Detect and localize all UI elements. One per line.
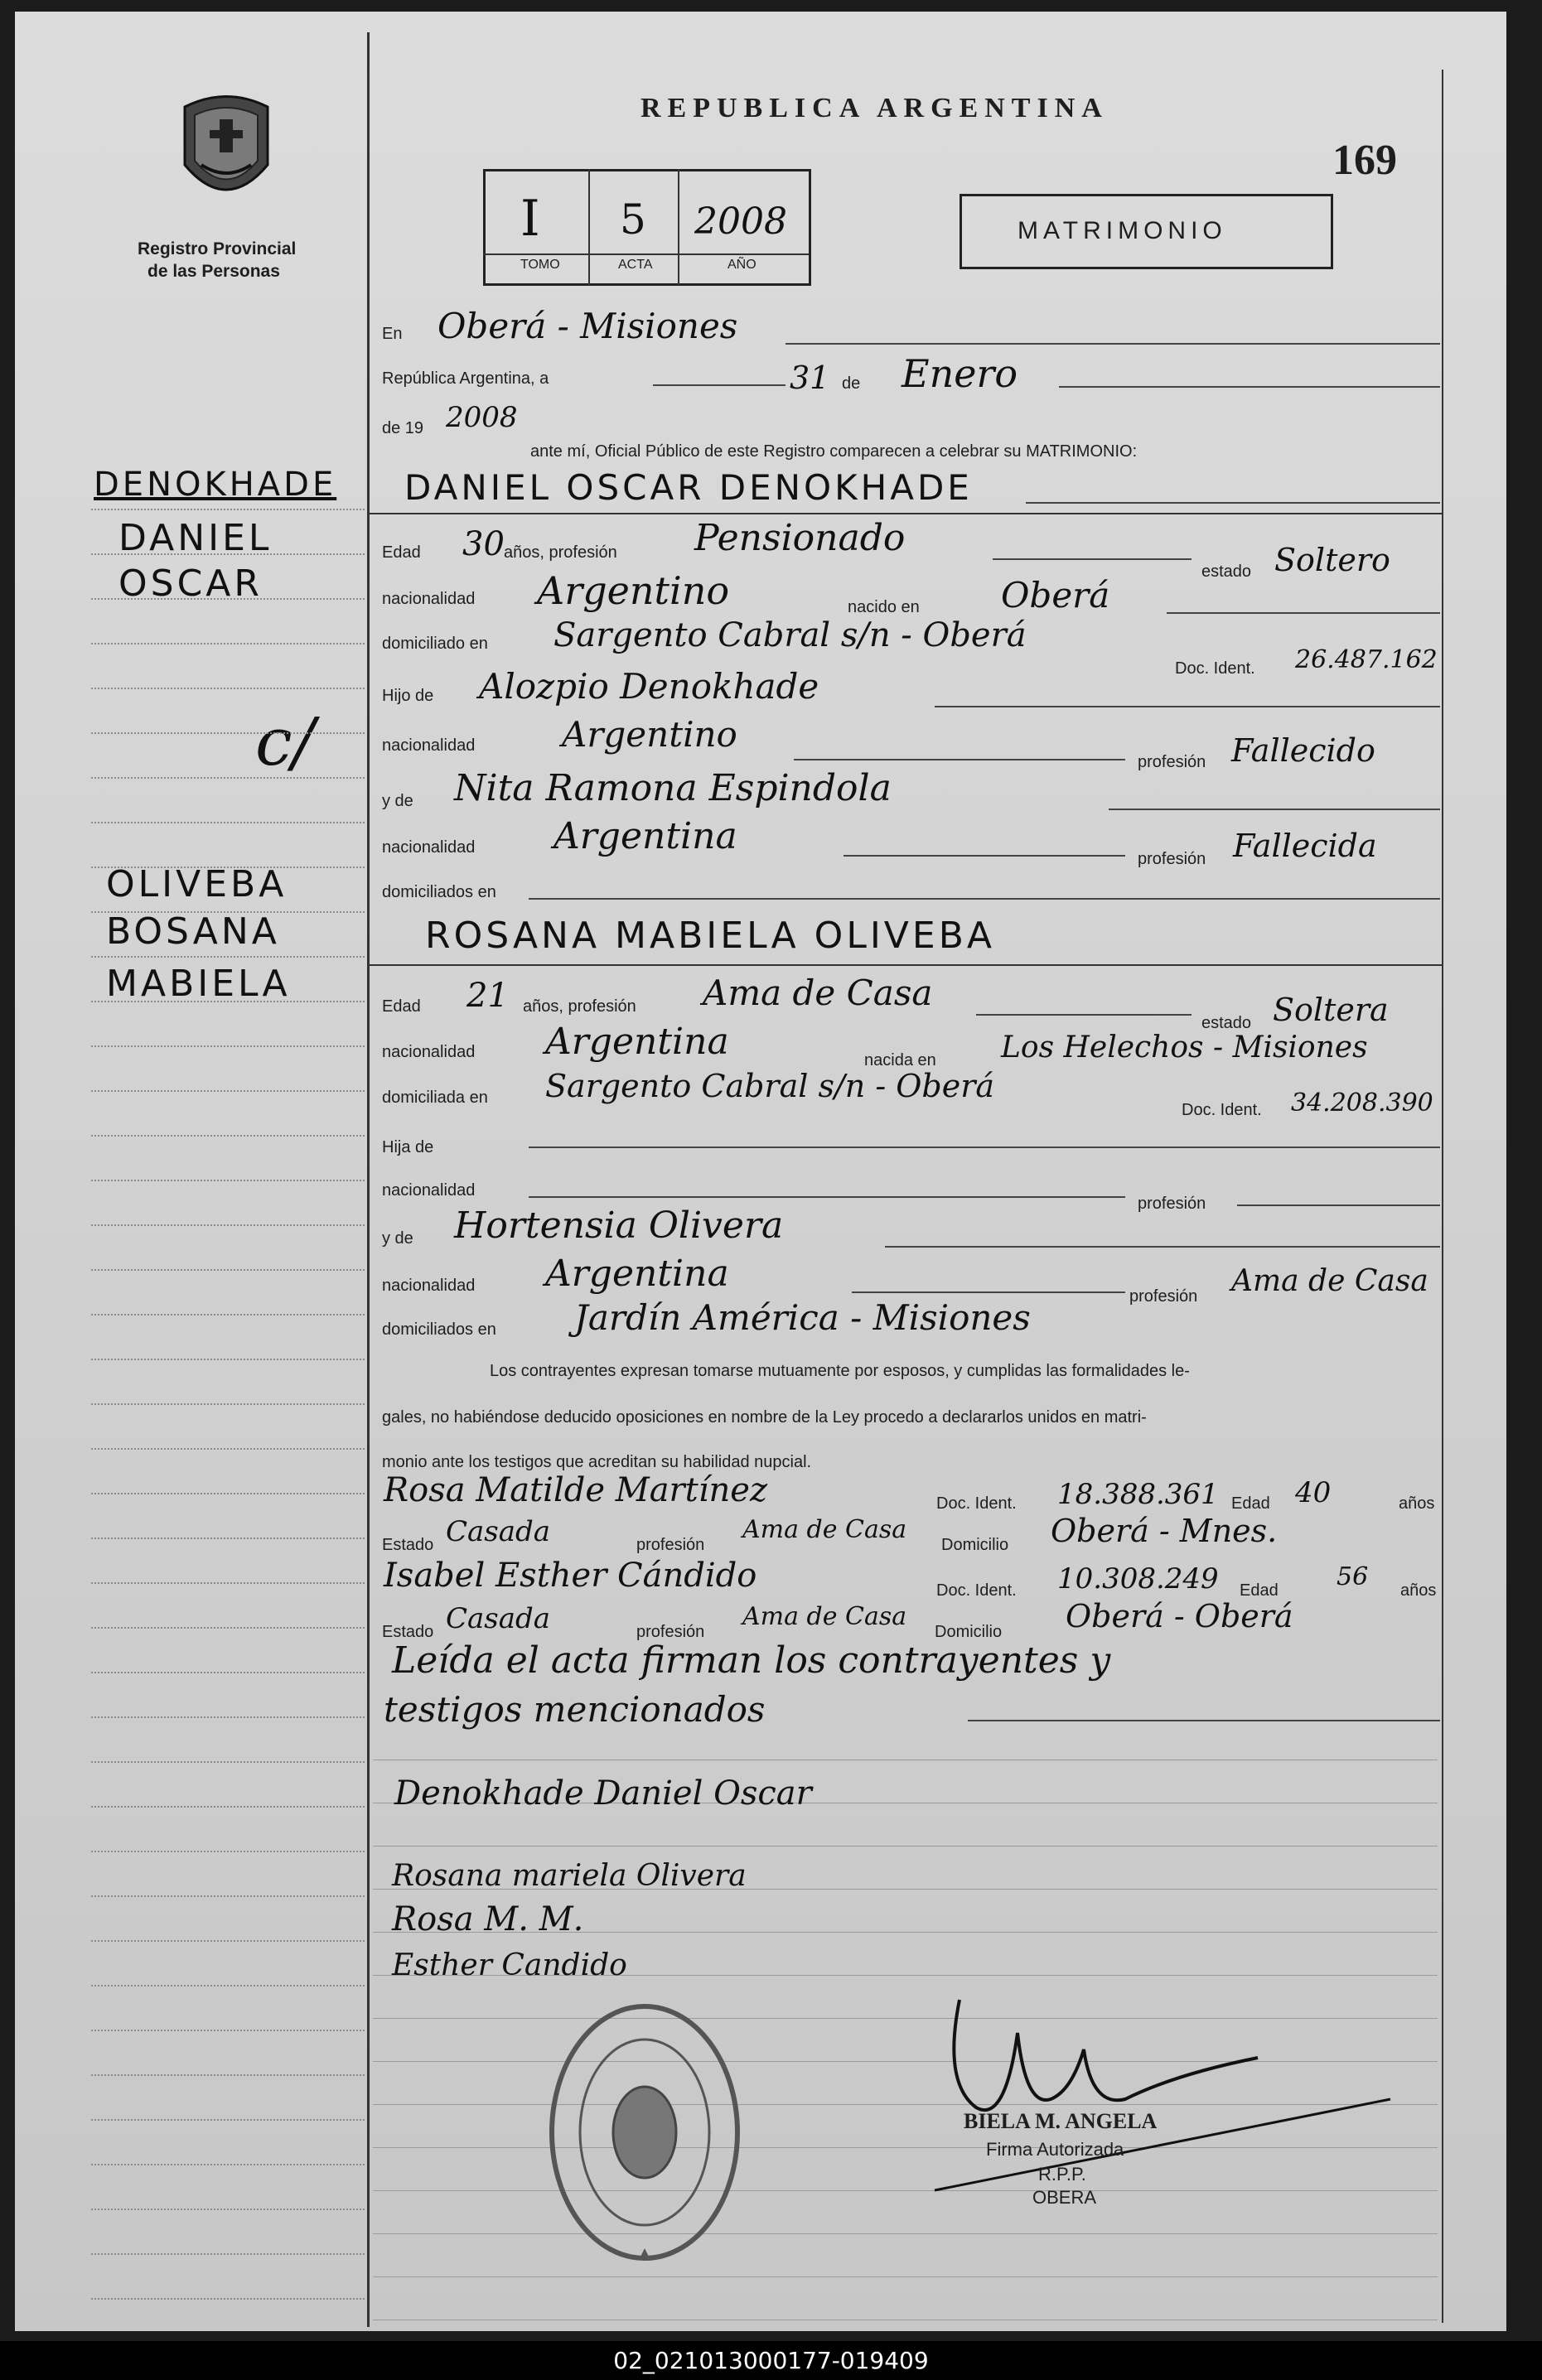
label-profesion-bride-father: profesión [1138,1195,1206,1213]
label-hijo-de: Hijo de [382,687,434,705]
margin-rule-line [91,2298,365,2300]
margin-rule-line [91,1448,365,1450]
margin-rule-line [91,911,365,913]
registry-logo-icon [176,90,276,215]
margin-rule-line [91,1851,365,1852]
margin-groom-name2: OSCAR [118,562,263,605]
signature-rule-line [373,2233,1438,2234]
label-estado-bride: estado [1201,1014,1252,1032]
official-org: R.P.P. [1038,2164,1086,2184]
bride-age: 21 [466,977,509,1015]
groom-mother-nationality: Argentina [553,815,737,857]
legal-text-3: monio ante los testigos que acreditan su habilidad nupcial. [382,1453,812,1471]
margin-rule-line [91,1403,365,1405]
document-page [15,12,1506,2331]
groom-mother: Nita Ramona Espindola [454,767,892,809]
label-profesion-w1: profesión [636,1536,705,1554]
right-rule [1442,70,1443,2323]
groom-mother-profession: Fallecida [1233,828,1377,864]
margin-rule-line [91,1090,365,1092]
witness-1-doc: 18.388.361 [1057,1478,1219,1511]
official-title: Firma Autorizada [986,2139,1124,2160]
groom-status: Soltero [1274,542,1390,578]
label-domicilio-w2: Domicilio [935,1623,1003,1641]
bride-signature: Rosana mariela Olivera [392,1859,747,1893]
label-nacionalidad-bride-father: nacionalidad [382,1181,476,1200]
bride-address: Sargento Cabral s/n - Oberá [545,1068,995,1104]
margin-bride-name2: MABIELA [106,963,291,1005]
witness-2-signature: Esther Candido [392,1948,627,1982]
witness-2-status: Casada [446,1602,551,1635]
margin-rule-line [91,1538,365,1539]
label-edad-w2: Edad [1240,1581,1279,1600]
label-edad-bride: Edad [382,997,421,1016]
label-nacionalidad-mother: nacionalidad [382,838,476,857]
margin-rule-line [91,1224,365,1226]
margin-rule-line [91,1001,365,1002]
label-estado-w1: Estado [382,1536,434,1554]
groom-father-nationality: Argentino [562,714,737,755]
year: 2008 [446,401,518,434]
groom-age: 30 [462,525,505,563]
official-name: BIELA M. ANGELA [964,2109,1158,2133]
margin-rule-line [91,2119,365,2121]
label-nacionalidad-father: nacionalidad [382,736,476,755]
label-profesion-father: profesión [1138,753,1206,771]
country-heading: REPUBLICA ARGENTINA [640,93,1109,123]
acta-value: 5 [620,196,646,244]
margin-rule-line [91,1806,365,1808]
witness-2-address: Oberá - Oberá [1066,1598,1293,1634]
witness-1-signature: Rosa M. M. [392,1900,584,1938]
margin-rule-line [91,509,365,510]
margin-rule-line [91,1716,365,1718]
witness-1-status: Casada [446,1515,551,1548]
signature-rule-line [373,2276,1438,2277]
label-republica: República Argentina, a [382,369,549,388]
margin-rule-line [91,1180,365,1181]
label-nacionalidad-bride: nacionalidad [382,1043,476,1061]
margin-rule-line [91,553,365,555]
margin-rule-line [91,822,365,823]
groom-profession: Pensionado [694,517,906,559]
registry-name-2: de las Personas [147,262,280,281]
closing-line-2: testigos mencionados [384,1689,766,1730]
margin-rule-line [91,1045,365,1047]
margin-rule-line [91,1314,365,1316]
groom-full-name: DANIEL OSCAR DENOKHADE [404,467,973,508]
margin-rule-line [91,777,365,779]
margin-rule-line [91,2030,365,2031]
day: 31 [790,360,830,396]
label-estado-w2: Estado [382,1623,434,1641]
ano-label: AÑO [727,258,756,272]
margin-rule-line [91,1493,365,1494]
label-profesion-mother: profesión [1138,850,1206,868]
label-de-19: de 19 [382,419,424,437]
label-edad: Edad [382,543,421,562]
official-signature-icon [926,1983,1415,2199]
margin-rule-line [91,688,365,689]
groom-father: Alozpio Denokhade [479,666,819,707]
act-type: MATRIMONIO [1018,217,1227,244]
bride-mother: Hortensia Olivera [454,1204,784,1247]
witness-2-age: 56 [1337,1562,1369,1591]
margin-groom-surname: DENOKHADE [94,466,337,504]
label-hija-de: Hija de [382,1138,434,1156]
groom-address: Sargento Cabral s/n - Oberá [553,616,1027,654]
margin-bride-name1: BOSANA [106,910,280,953]
margin-rule-line [91,1985,365,1987]
margin-rule-line [91,1269,365,1271]
label-anos-profesion: años, profesión [504,543,617,562]
month: Enero [902,351,1018,396]
witness-2-doc: 10.308.249 [1057,1562,1219,1596]
registry-name: Registro Provincial [138,239,297,258]
margin-rule [367,32,370,2327]
label-y-de: y de [382,792,413,810]
witness-1-age: 40 [1295,1476,1332,1509]
margin-rule-line [91,867,365,868]
label-edad-w1: Edad [1231,1494,1270,1513]
groom-birthplace: Oberá [1001,575,1110,616]
witness-1-name: Rosa Matilde Martínez [384,1471,768,1509]
bride-full-name: ROSANA MABIELA OLIVEBA [425,915,995,957]
margin-bride-surname: OLIVEBA [106,863,288,905]
label-doc-ident-w2: Doc. Ident. [936,1581,1017,1600]
margin-rule-line [91,598,365,600]
witness-2-name: Isabel Esther Cándido [384,1557,757,1595]
place: Oberá - Misiones [437,306,738,346]
label-doc-ident-bride: Doc. Ident. [1182,1101,1262,1119]
label-nacionalidad: nacionalidad [382,590,476,608]
registry-stamp-icon [545,2000,744,2265]
margin-rule-line [91,956,365,958]
label-domiciliados-en-bride: domiciliados en [382,1320,496,1339]
tomo-label: TOMO [520,258,560,272]
signature-rule-line [373,1846,1438,1847]
acta-label: ACTA [618,258,653,272]
witness-2-profession: Ama de Casa [742,1602,907,1631]
groom-father-profession: Fallecido [1231,732,1375,769]
label-anos-w2: años [1400,1581,1437,1600]
margin-rule-line [91,1627,365,1629]
margin-rule-line [91,2209,365,2210]
margin-rule-line [91,1895,365,1897]
bride-mother-profession: Ama de Casa [1231,1264,1428,1298]
bride-status: Soltera [1273,992,1389,1028]
margin-rule-line [91,2164,365,2165]
tomo-value: I [520,190,540,248]
closing-line-1: Leída el acta firman los contrayentes y [392,1639,1111,1682]
label-nacionalidad-bride-mother: nacionalidad [382,1277,476,1295]
label-domicilio-w1: Domicilio [941,1536,1009,1554]
official-city: OBERA [1032,2187,1097,2208]
margin-rule-line [91,732,365,734]
label-nacida-en: nacida en [864,1051,936,1069]
bride-birthplace: Los Helechos - Misiones [1001,1031,1368,1064]
ano-value: 2008 [694,200,787,243]
witness-1-address: Oberá - Mnes. [1051,1513,1278,1549]
label-domiciliado-en: domiciliado en [382,635,488,653]
image-id-footer: 02_021013000177-019409 [0,2341,1542,2380]
bride-nationality: Argentina [545,1021,729,1063]
label-estado: estado [1201,562,1252,581]
bride-doc: 34.208.390 [1291,1089,1433,1118]
legal-text-1: Los contrayentes expresan tomarse mutuamente por esposos, y cumplidas las formalidades le- [490,1362,1190,1380]
margin-rule-line [91,2253,365,2255]
label-domiciliados-en: domiciliados en [382,883,496,901]
label-doc-ident-w1: Doc. Ident. [936,1494,1017,1513]
margin-rule-line [91,1761,365,1763]
page-number: 169 [1332,137,1397,184]
witness-1-profession: Ama de Casa [742,1515,907,1544]
legal-text-2: gales, no habiéndose deducido oposiciones en nombre de la Ley procedo a declararlos unidos en matri- [382,1408,1147,1427]
margin-rule-line [91,1672,365,1673]
label-y-de-bride: y de [382,1229,413,1248]
groom-doc: 26.487.162 [1295,645,1438,674]
margin-rule-line [91,1940,365,1942]
groom-nationality: Argentino [537,568,730,613]
label-profesion-w2: profesión [636,1623,705,1641]
label-anos-w1: años [1399,1494,1435,1513]
label-doc-ident: Doc. Ident. [1175,659,1255,678]
label-profesion-bride-mother: profesión [1129,1287,1198,1306]
bride-profession: Ama de Casa [703,973,933,1013]
label-de: de [842,374,861,393]
label-anos-profesion-bride: años, profesión [523,997,636,1016]
bride-mother-nationality: Argentina [545,1253,729,1295]
margin-groom-name1: DANIEL [118,517,273,559]
margin-rule-line [91,1359,365,1360]
label-ante-mi: ante mí, Oficial Público de este Registro comparecen a celebrar su MATRIMONIO: [530,442,1138,461]
margin-rule-line [91,643,365,644]
margin-rule-line [91,2074,365,2076]
margin-rule-line [91,1582,365,1584]
bride-mother-address: Jardín América - Misiones [574,1297,1031,1338]
groom-signature: Denokhade Daniel Oscar [394,1774,812,1813]
margin-conjunction: c/ [255,703,315,780]
label-domiciliada-en: domiciliada en [382,1089,488,1107]
label-en: En [382,325,403,343]
label-nacido-en: nacido en [848,598,920,616]
margin-rule-line [91,1135,365,1137]
